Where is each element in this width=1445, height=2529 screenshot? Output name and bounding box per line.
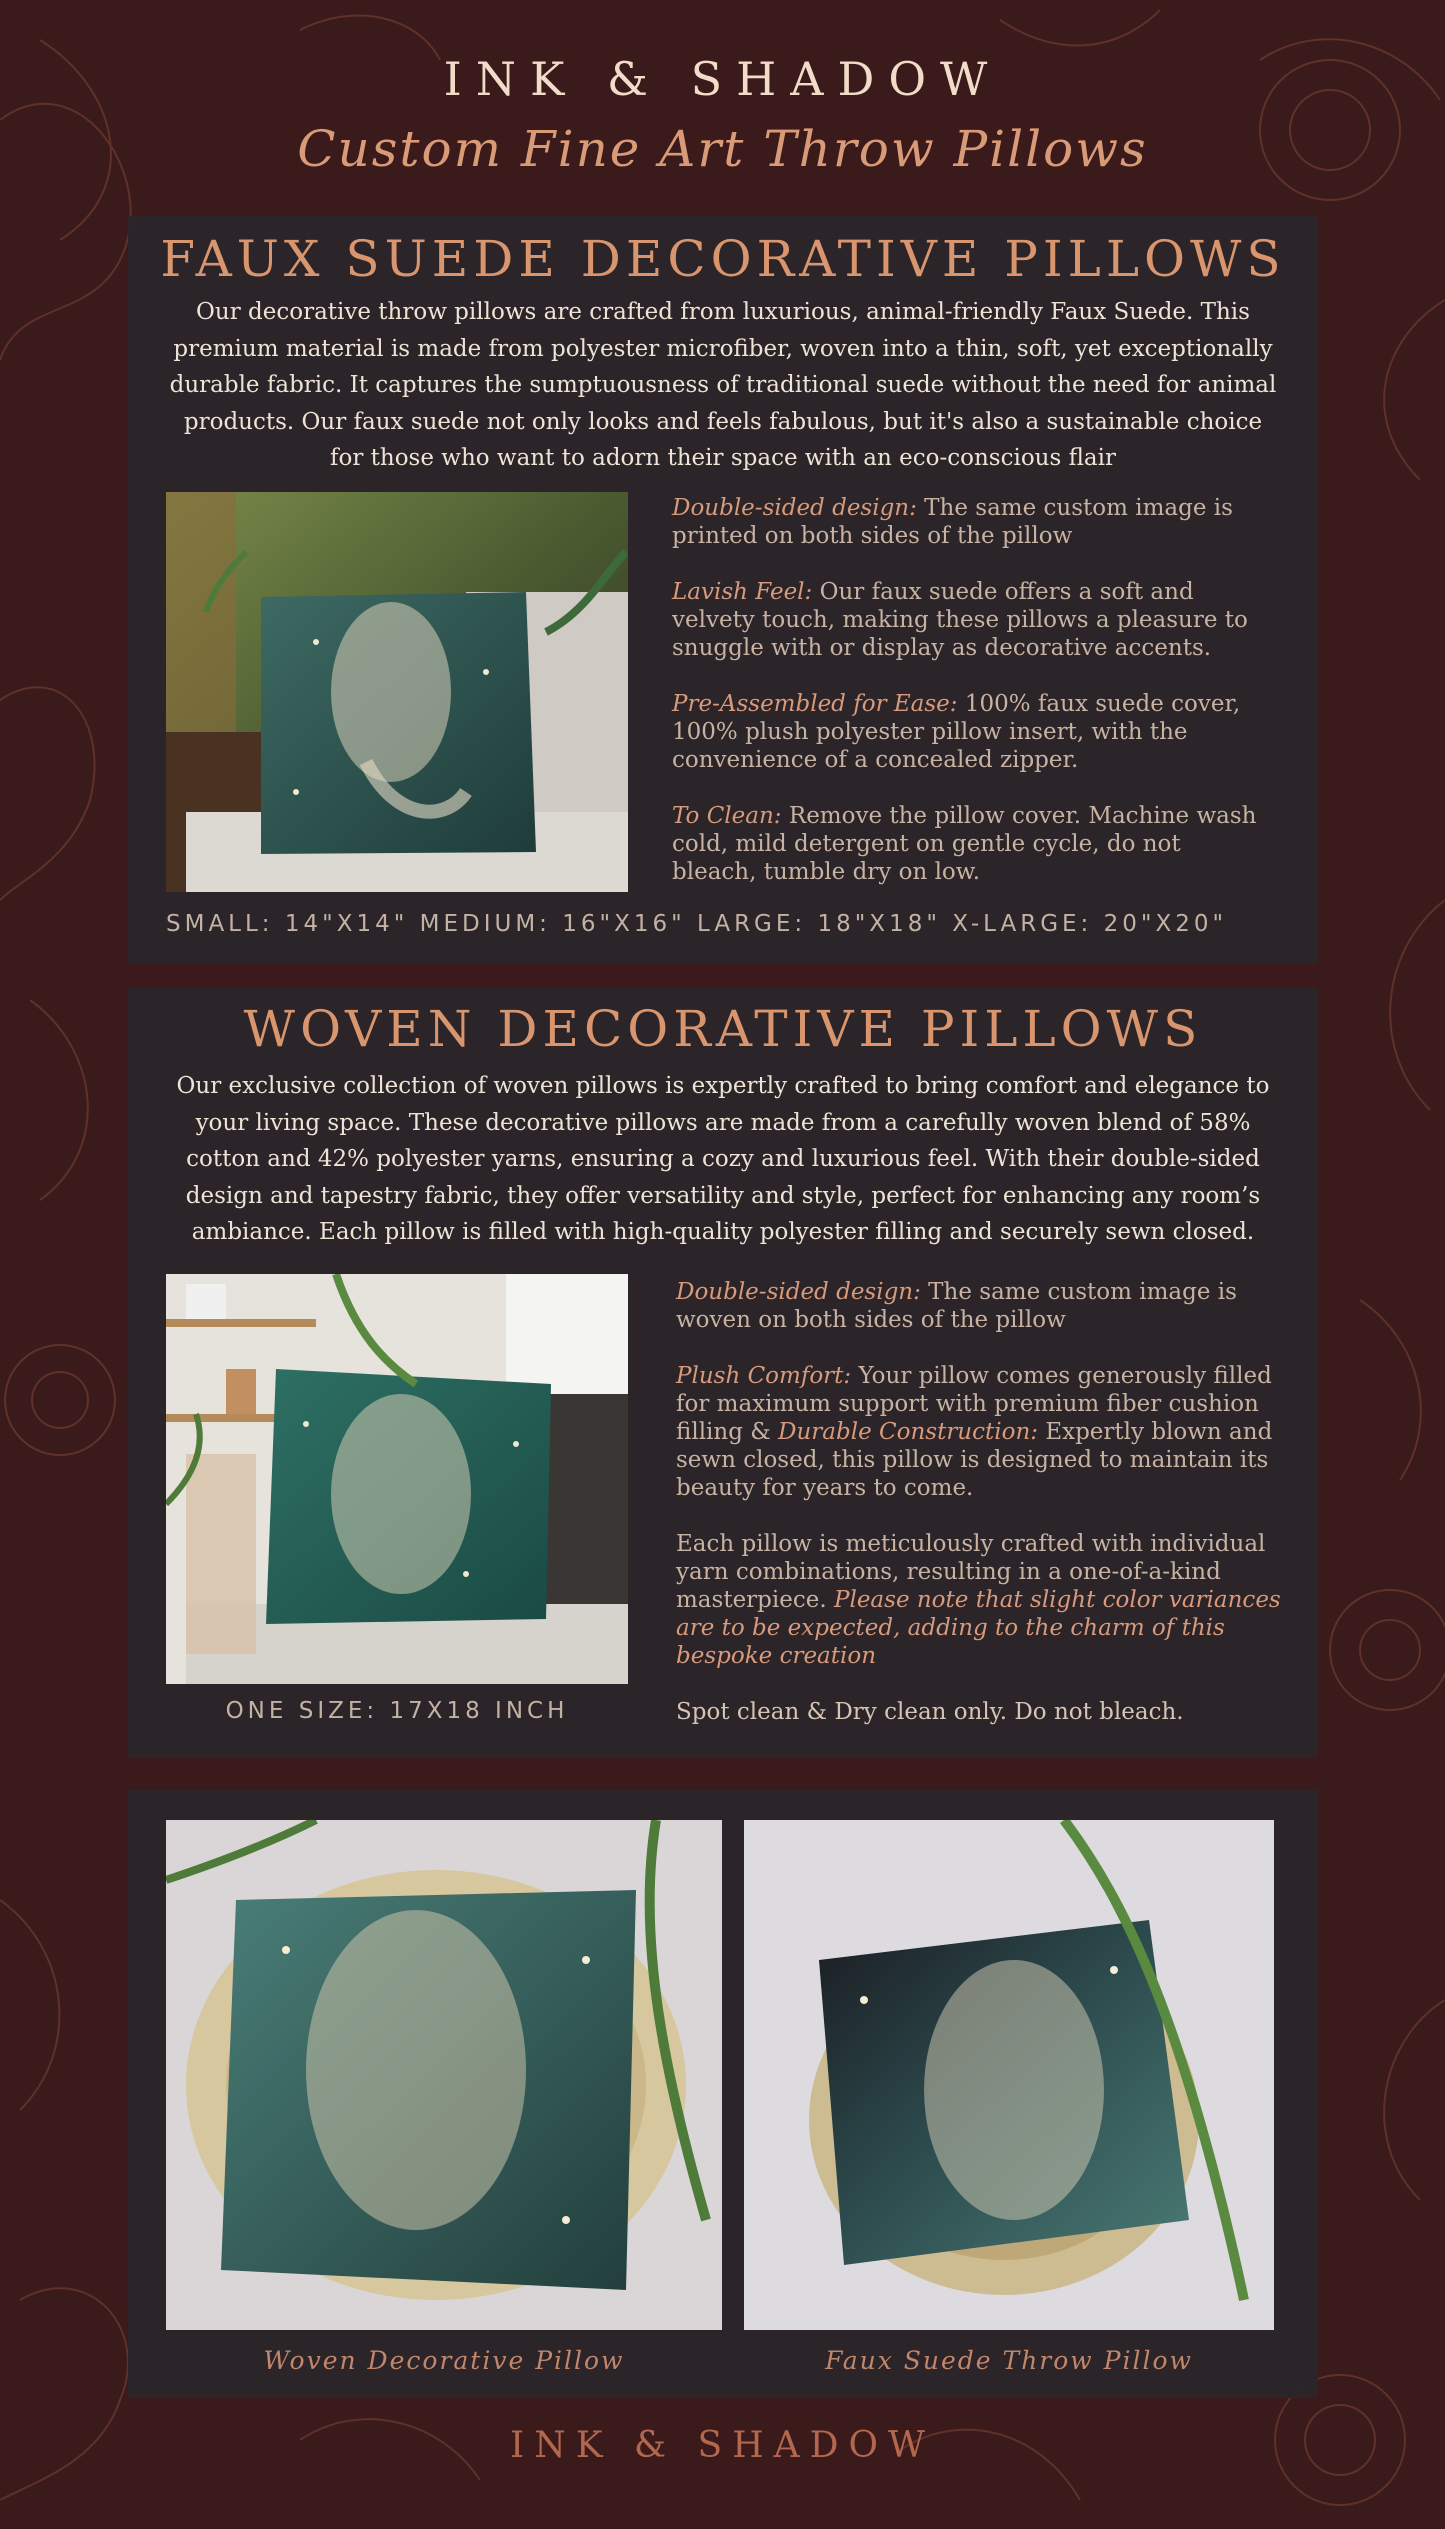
woven-feature-double-sided: Double-sided design: The same custom image is woven on both sides of the pillow xyxy=(676,1279,1237,1333)
brand-title: INK & SHADOW xyxy=(443,52,1002,106)
woven-features xyxy=(676,1278,1286,1754)
faux-suede-pillow-photo xyxy=(166,492,628,892)
woven-feature-plush-comfort: Plush Comfort: Your pillow comes generously filled for maximum support with premium fiber cushion filling & Durable Construction: Expertly blown and sewn closed, this pillow is designed to maintain its beauty for years to come. xyxy=(676,1363,1273,1501)
gallery-section xyxy=(128,1790,1318,2398)
woven-description: Our exclusive collection of woven pillows is expertly crafted to bring comfort and elegance to your living space. These decorative pillows are made from a carefully woven blend of 58% cotton and 42% polyester yarns, ensuring a cozy and luxurious feel. With their double-sided design and tapestry fabric, they offer versatility and style, perfect for enhancing any room’s ambiance. Each pillow is filled with high-quality polyester filling and securely sewn closed. xyxy=(176,1073,1270,1245)
woven-pillow-photo xyxy=(166,1274,628,1684)
feature-to-clean: To Clean: Remove the pillow cover. Machine wash cold, mild detergent on gentle cycle, do not bleach, tumble dry on low. xyxy=(672,803,1257,885)
feature-double-sided: Double-sided design: The same custom image is printed on both sides of the pillow xyxy=(672,495,1233,549)
woven-title: WOVEN DECORATIVE PILLOWS xyxy=(243,1000,1203,1058)
feature-pre-assembled: Pre-Assembled for Ease: 100% faux suede cover, 100% plush polyester pillow insert, with the convenience of a concealed zipper. xyxy=(672,691,1241,773)
suede-pillow-caption: Faux Suede Throw Pillow xyxy=(825,2346,1193,2375)
woven-feature-craftsmanship: Each pillow is meticulously crafted with individual yarn combinations, resulting in a one-of-a-kind masterpiece. Please note that slight color variances are to be expected, adding to the charm of this bespoke creation xyxy=(676,1531,1281,1669)
suede-pillow-gallery-photo xyxy=(744,1820,1274,2330)
brand-subtitle: Custom Fine Art Throw Pillows xyxy=(297,120,1148,178)
feature-lavish-feel: Lavish Feel: Our faux suede offers a soft and velvety touch, making these pillows a pleasure to snuggle with or display as decorative accents. xyxy=(672,579,1248,661)
woven-pillow-gallery-photo xyxy=(166,1820,722,2330)
woven-care: Spot clean & Dry clean only. Do not bleach. xyxy=(676,1699,1184,1725)
footer-brand: INK & SHADOW xyxy=(510,2425,935,2466)
faux-suede-sizes: SMALL: 14"X14" MEDIUM: 16"X16" LARGE: 18"X18" X-LARGE: 20"X20" xyxy=(166,911,1228,937)
faux-suede-title: FAUX SUEDE DECORATIVE PILLOWS xyxy=(160,230,1286,288)
faux-suede-section xyxy=(128,216,1318,964)
woven-pillow-caption: Woven Decorative Pillow xyxy=(263,2346,625,2375)
faux-suede-features xyxy=(672,494,1272,914)
woven-section xyxy=(128,988,1318,1758)
woven-size: ONE SIZE: 17X18 INCH xyxy=(225,1698,569,1724)
faux-suede-description: Our decorative throw pillows are crafted from luxurious, animal-friendly Faux Suede. This premium material is made from polyester microfiber, woven into a thin, soft, yet exceptionally durable fabric. It captures the sumptuousness of traditional suede without the need for animal products. Our faux suede not only looks and feels fabulous, but it's also a sustainable choice for those who want to adorn their space with an eco-conscious flair xyxy=(169,299,1277,471)
